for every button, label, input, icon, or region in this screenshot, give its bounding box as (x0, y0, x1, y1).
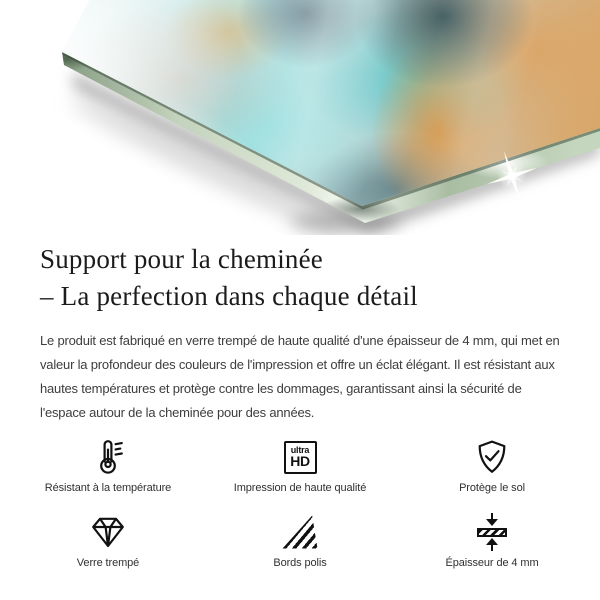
product-info-section (0, 235, 600, 425)
feature-label: Verre trempé (76, 557, 140, 569)
product-description: Le produit est fabriqué en verre trempé de haute qualité d'une épaisseur de 4 mm, qui met en valeur la profondeur des couleurs de l'impression et offre un éclat élégant. Il est résistant aux hautes températures et protège contre les dommages, garantissant ainsi la sécurité de l'espace autour de la cheminée pour des années. (40, 333, 560, 420)
arrow-up-stem (491, 545, 493, 551)
page-title (40, 241, 560, 315)
arrow-down-head (486, 519, 498, 526)
feature-label: Résistant à la température (44, 482, 172, 494)
product-photo (0, 0, 600, 235)
arrow-up-head (486, 538, 498, 545)
thickness-4mm-icon (477, 510, 507, 554)
feature-label: Bords polis (273, 557, 327, 569)
shield-check-icon (472, 435, 512, 479)
polished-edges-icon (281, 510, 319, 554)
ultra-hd-text-top: ultra (290, 445, 310, 455)
feature-print-quality (204, 435, 396, 494)
feature-grid (0, 435, 600, 569)
feature-polished-edges (204, 510, 396, 569)
feature-floor-protection (396, 435, 588, 494)
page-title-line2: – La perfection dans chaque détail (40, 281, 418, 311)
ultra-hd-box (284, 441, 317, 474)
diamond-icon (88, 510, 128, 554)
feature-label: Impression de haute qualité (233, 482, 367, 494)
feature-tempered-glass (12, 510, 204, 569)
ultra-hd-text-bottom: HD (290, 453, 310, 469)
thickness-arrows (477, 513, 507, 551)
thermometer-icon (88, 435, 128, 479)
feature-label: Épaisseur de 4 mm (445, 557, 539, 569)
feature-label: Protège le sol (459, 482, 525, 494)
feature-temperature-resistant (12, 435, 204, 494)
sparkle-highlight (482, 146, 542, 206)
ultra-hd-icon (284, 435, 317, 479)
feature-thickness (396, 510, 588, 569)
glass-cross-section (477, 528, 507, 537)
diagonal-stripes (281, 514, 319, 550)
page-title-line1: Support pour la cheminée (40, 244, 323, 274)
